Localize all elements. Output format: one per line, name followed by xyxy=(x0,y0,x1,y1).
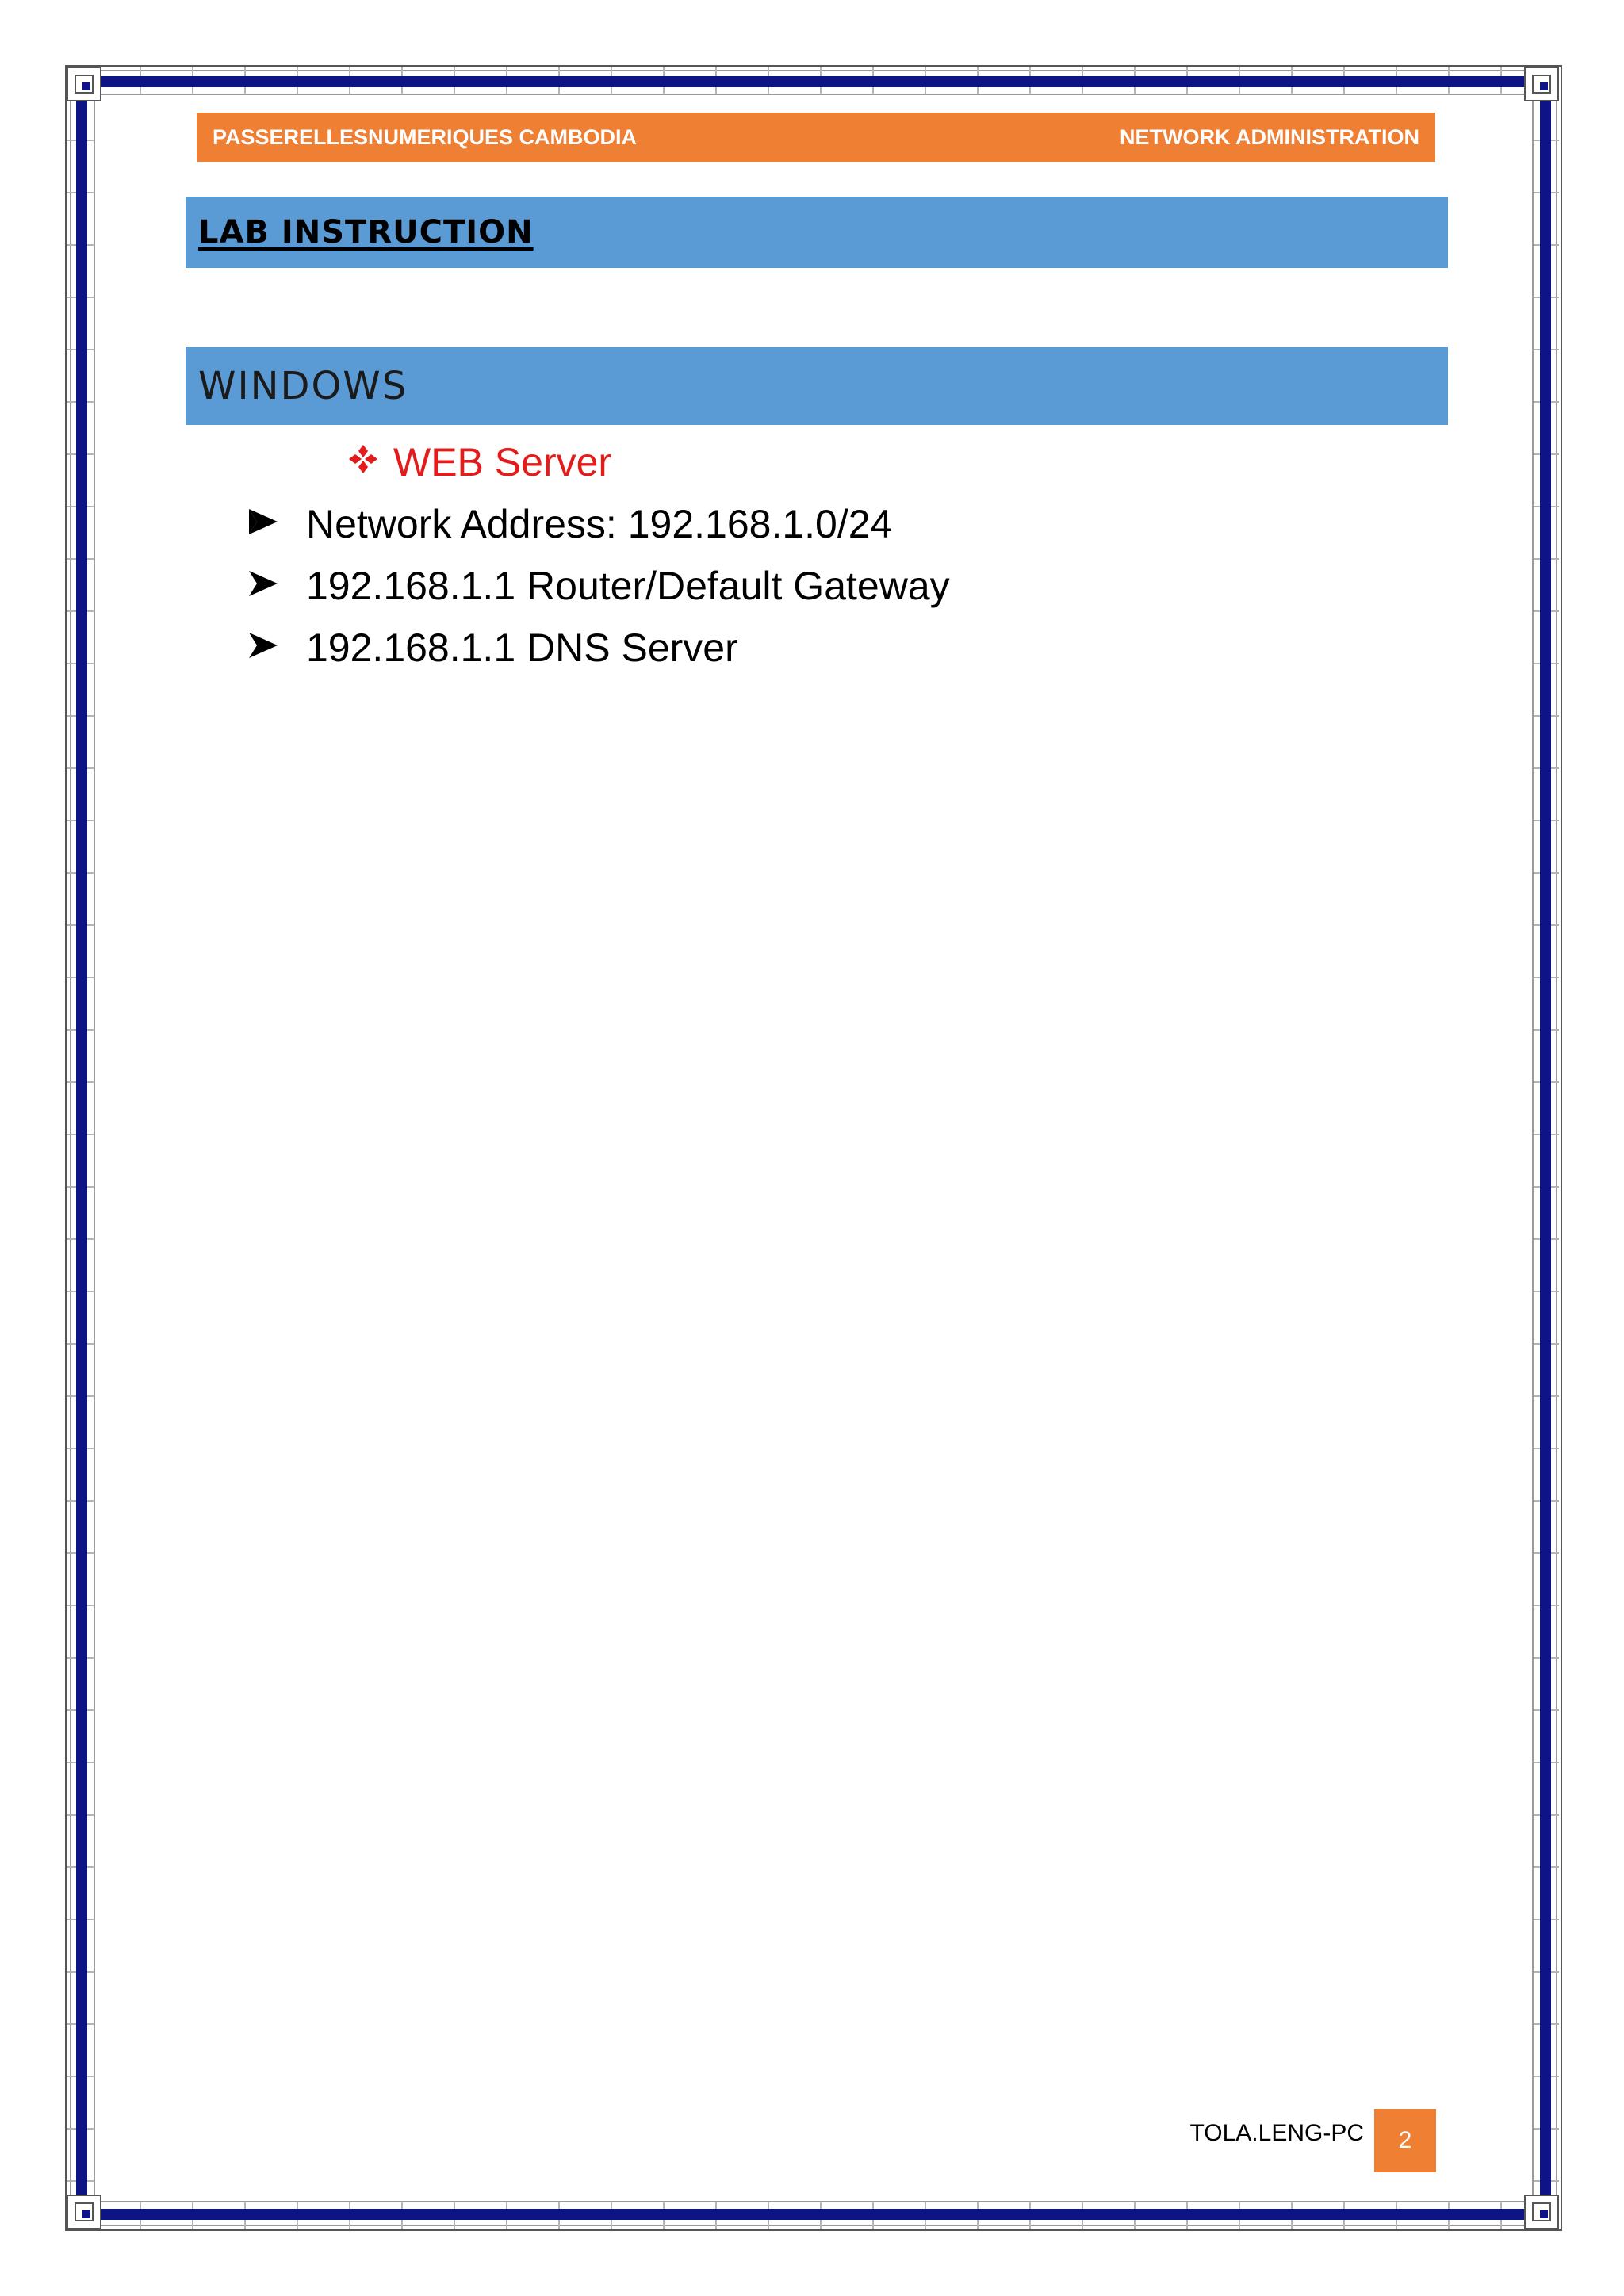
list-item xyxy=(247,625,738,671)
document-header xyxy=(197,113,1435,162)
page-number-badge xyxy=(1374,2109,1436,2172)
border-corner-bottom-right xyxy=(1524,2195,1559,2229)
footer-author: TOLA.LENG-PC xyxy=(1189,2120,1364,2146)
arrow-bullet-icon xyxy=(247,501,295,547)
four-diamond-bullet-icon xyxy=(347,443,379,482)
list-item-text: 192.168.1.1 Router/Default Gateway xyxy=(306,564,950,608)
list-item xyxy=(247,501,892,547)
list-item-text: Network Address: 192.168.1.0/24 xyxy=(306,502,893,546)
list-item xyxy=(247,563,950,609)
border-corner-bottom-left xyxy=(67,2195,102,2229)
windows-heading-bar xyxy=(186,347,1448,425)
windows-heading: WINDOWS xyxy=(198,364,408,408)
arrow-bullet-icon xyxy=(247,563,295,609)
lab-instruction-heading-bar xyxy=(186,197,1448,268)
arrow-bullet-icon xyxy=(247,625,295,671)
web-server-label: WEB Server xyxy=(393,440,612,484)
header-course: NETWORK ADMINISTRATION xyxy=(1120,124,1419,149)
web-server-item xyxy=(347,439,611,485)
border-corner-top-right xyxy=(1524,67,1559,101)
header-organization: PASSERELLESNUMERIQUES CAMBODIA xyxy=(213,124,638,149)
border-corner-top-left xyxy=(67,67,102,101)
page-number: 2 xyxy=(1398,2127,1412,2153)
list-item-text: 192.168.1.1 DNS Server xyxy=(306,626,738,670)
lab-instruction-heading: LAB INSTRUCTION xyxy=(198,214,534,251)
